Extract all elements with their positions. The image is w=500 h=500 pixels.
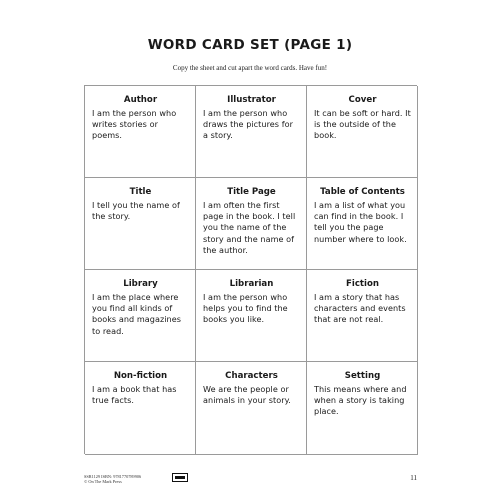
card-text: I am a story that has characters and events that are not real.	[314, 292, 406, 325]
card-text: I am a book that has true facts.	[92, 384, 177, 406]
page-title: WORD CARD SET (PAGE 1)	[147, 37, 353, 53]
word-card	[307, 178, 418, 270]
card-text: This means where and when a story is taking place.	[314, 384, 407, 417]
instructions-text: Copy the sheet and cut apart the word cards. Have fun!	[172, 64, 328, 72]
card-text: I am a list of what you can find in the book. I tell you the page number where to look.	[314, 200, 407, 244]
card-title: Illustrator	[227, 95, 276, 105]
card-title: Characters	[225, 371, 278, 381]
card-text: I am the person who helps you to find the books you like.	[203, 292, 288, 325]
word-card	[307, 270, 418, 362]
card-text: I am the place where you find all kinds of books and magazines to read.	[92, 292, 182, 336]
page-number: 11	[410, 474, 417, 482]
word-card	[196, 362, 307, 455]
word-card	[307, 86, 418, 178]
card-title: Title	[129, 187, 152, 197]
card-title: Cover	[348, 95, 377, 105]
card-title: Librarian	[229, 279, 274, 289]
footer-publication-info	[84, 474, 141, 484]
footer-copyright: © On The Mark Press	[84, 479, 122, 485]
card-text: I am often the first page in the book. I tell you the name of the story and the name of the author.	[203, 200, 296, 255]
word-card-grid	[84, 85, 417, 454]
word-card	[196, 270, 307, 362]
word-card	[196, 178, 307, 270]
card-title: Fiction	[346, 279, 379, 289]
card-title: Title Page	[227, 187, 276, 197]
word-card	[196, 86, 307, 178]
card-title: Library	[123, 279, 158, 289]
card-text: It can be soft or hard. It is the outside of the book.	[314, 108, 411, 141]
card-title: Setting	[344, 371, 381, 381]
word-card	[85, 362, 196, 455]
word-card	[307, 362, 418, 455]
footer-code-line: SSR1129 ISBN: 9781770789906	[84, 474, 142, 479]
card-text: I am the person who draws the pictures for a story.	[203, 108, 293, 141]
card-title: Author	[123, 95, 158, 105]
word-card	[85, 270, 196, 362]
word-card	[85, 86, 196, 178]
word-card	[85, 178, 196, 270]
card-text: I tell you the name of the story.	[92, 200, 180, 222]
card-text: We are the people or animals in your story.	[203, 384, 291, 406]
card-text: I am the person who writes stories or poems.	[92, 108, 177, 141]
card-title: Table of Contents	[320, 187, 405, 197]
on-the-mark-press-logo-icon	[172, 473, 188, 482]
card-title: Non-fiction	[113, 371, 168, 381]
